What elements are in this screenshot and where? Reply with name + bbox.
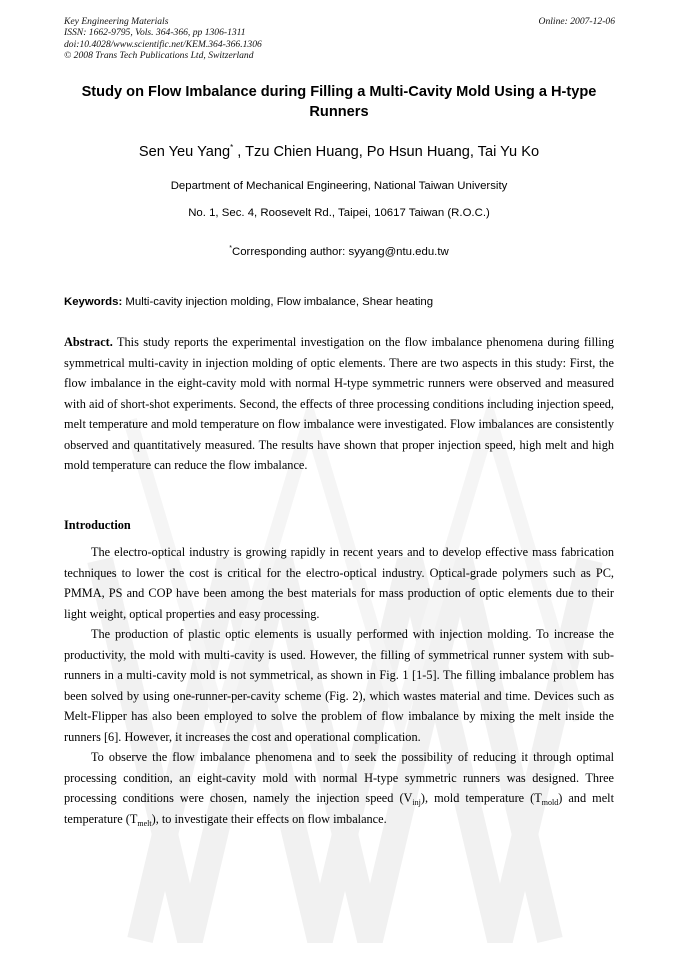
p3-text-b: ), mold temperature (T: [420, 791, 542, 805]
author-rest: , Tzu Chien Huang, Po Hsun Huang, Tai Yu Ko: [233, 144, 540, 160]
corresponding-mark: *: [230, 143, 234, 152]
author-first: Sen Yeu Yang: [138, 144, 231, 160]
affiliation-address: No. 1, Sec. 4, Roosevelt Rd., Taipei, 10617 Taiwan (R.O.C.): [188, 207, 490, 219]
copyright-line: © 2008 Trans Tech Publications Ltd, Switzerland: [64, 50, 254, 62]
section-heading-introduction: Introduction: [64, 518, 131, 532]
p3-text-c: ) and melt temperature (T: [64, 791, 614, 826]
p3-sub-inj: inj: [412, 798, 421, 807]
p3-text-a: To observe the flow imbalance phenomena and to seek the possibility of reducing it through optimal processing condition, an eight-cavity mold with normal H-type symmetric runners was designed. Three processing conditions were chosen, namely the injection speed (V: [64, 750, 614, 805]
corresponding-author: [64, 245, 614, 258]
corr-mark: *: [229, 245, 232, 252]
introduction-body: [64, 542, 614, 829]
intro-paragraph-3: [64, 747, 614, 829]
intro-paragraph-1: The electro-optical industry is growing rapidly in recent years and to develop effective mass fabrication techniques to lower the cost is critical for the electro-optical industry. Optical-grade polymers such as PC, PMMA, PS and COP have been among the best materials for mass production of optic elements due to their light weight, optical properties and easy processing.: [64, 545, 614, 621]
abstract-text: This study reports the experimental investigation on the flow imbalance phenomena during filling symmetrical multi-cavity in injection molding of optic elements. There are two aspects in this study: First, the flow imbalance in the eight-cavity mold with normal H-type symmetric runners were observed and measured with aid of short-shot experiments. Second, the effects of three processing conditions including injection speed, melt temperature and mold temperature on flow imbalance were investigated. Flow imbalances are consistently observed and quantitatively measured. The results have shown that proper injection speed, high melt and high mold temperature can reduce the flow imbalance.: [64, 335, 614, 472]
paper-title: Study on Flow Imbalance during Filling a Multi-Cavity Mold Using a H-type Runners: [81, 84, 597, 120]
corresponding-text: Corresponding author: syyang@ntu.edu.tw: [232, 246, 449, 258]
keywords-label: Keywords:: [64, 296, 123, 308]
abstract: [64, 332, 614, 476]
author-list: [64, 143, 614, 160]
keywords-text: Multi-cavity injection molding, Flow imbalance, Shear heating: [122, 296, 434, 308]
doi-line: doi:10.4028/www.scientific.net/KEM.364-366.1306: [64, 38, 262, 50]
journal-name: Key Engineering Materials: [64, 16, 169, 27]
abstract-label: Abstract.: [64, 335, 113, 349]
p3-text-d: ), to investigate their effects on flow imbalance.: [151, 811, 387, 826]
p3-sub-melt: melt: [137, 818, 152, 828]
keywords: [64, 296, 433, 308]
intro-paragraph-2: The production of plastic optic elements is usually performed with injection molding. To increase the productivity, the mold with multi-cavity is used. However, the filling of symmetrical runner system with sub-runners in a multi-cavity mold is not symmetrical, as shown in Fig. 1 [1-5]. The filling imbalance problem has been solved by using one-runner-per-cavity scheme (Fig. 2), which wastes material and time. Devices such as Melt-Flipper has also been employed to solve the problem of flow imbalance by mixing the melt inside the runners [6]. However, it increases the cost and operational complication.: [64, 627, 614, 744]
journal-header: [64, 16, 262, 62]
p3-sub-mold: mold: [541, 798, 559, 807]
issn-line: ISSN: 1662-9795, Vols. 364-366, pp 1306-1311: [64, 27, 246, 39]
online-date: Online: 2007-12-06: [538, 16, 615, 27]
affiliation-dept: Department of Mechanical Engineering, National Taiwan University: [170, 180, 508, 192]
